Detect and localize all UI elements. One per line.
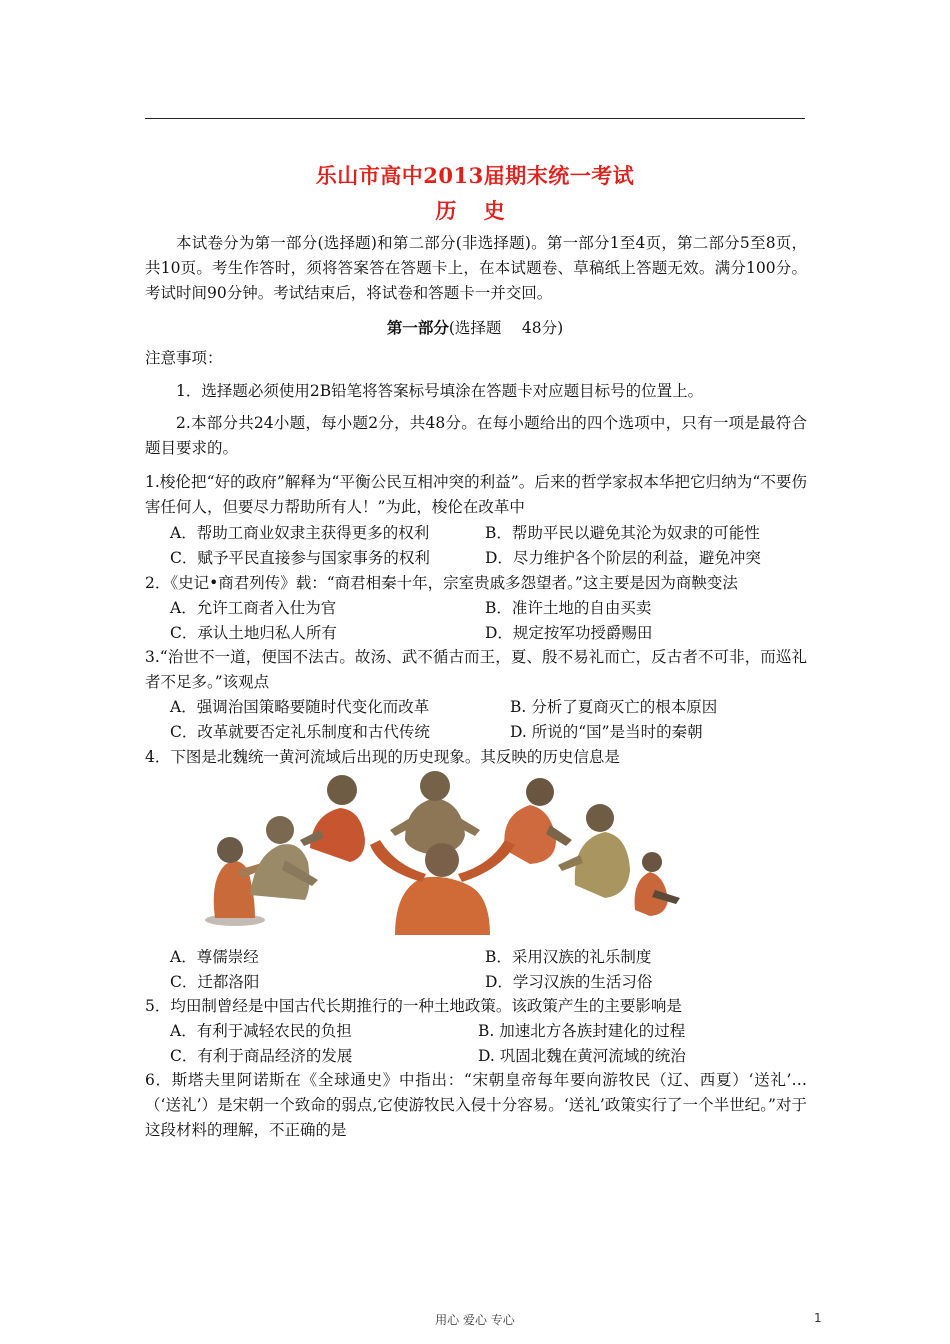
- subject-title: 历 史: [435, 198, 515, 223]
- q2-option-c: C．承认土地归私人所有: [170, 624, 337, 642]
- figurine-sixth: [558, 804, 630, 898]
- q1-option-b: B．帮助平民以避免其沦为奴隶的可能性: [485, 524, 760, 542]
- section-heading: [0, 316, 950, 338]
- question-4-stem: 4．下图是北魏统一黄河流域后出现的历史现象。其反映的历史信息是: [145, 748, 620, 766]
- notice-item-2: 2.本部分共24小题，每小题2分，共48分。在每小题给出的四个选项中，只有一项是最符合题目要求的。: [145, 414, 807, 457]
- q2-option-d: D．规定按军功授爵赐田: [485, 624, 653, 642]
- figurine-third: [300, 775, 365, 862]
- question-6-stem: 6．斯塔夫里阿诺斯在《全球通史》中指出：“宋朝皇帝每年要向游牧民（辽、西夏）‘送礼’…（‘送礼’）是宋朝一个致命的弱点,它使游牧民入侵十分容易。‘送礼’政策实行了一个半世纪。”对于这段材料的理解，不正确的是: [145, 1071, 807, 1139]
- q3-option-a: A．强调治国策略要随时代变化而改革: [170, 698, 430, 716]
- header-rule: [145, 118, 805, 119]
- q4-option-a: A．尊儒崇经: [170, 948, 259, 966]
- q4-option-d: D．学习汉族的生活习俗: [485, 973, 653, 991]
- intro-paragraph: 本试卷分为第一部分(选择题)和第二部分(非选择题)。第一部分1至4页，第二部分5至8页，共10页。考生作答时，须将答案答在答题卡上，在本试题卷、草稿纸上答题无效。满分100分。考试时间90分钟。考试结束后，将试卷和答题卡一并交回。: [145, 234, 807, 302]
- question-2-stem: 2．《史记•商君列传》载：“商君相秦十年，宗室贵戚多怨望者。”这主要是因为商鞅变法: [145, 574, 738, 592]
- notice-item-1: 1．选择题必须使用2B铅笔将答案标号填涂在答题卡对应题目标号的位置上。: [176, 382, 704, 400]
- northern-wei-figurines-image: [200, 770, 690, 935]
- figurine-center-top: [390, 771, 480, 855]
- q4-option-c: C．迁都洛阳: [170, 973, 260, 991]
- question-3-stem: 3.“治世不一道，便国不法古。故汤、武不循古而王，夏、殷不易礼而亡，反古者不可非，而巡礼者不足多。”该观点: [145, 648, 807, 691]
- q5-option-d: D. 巩固北魏在黄河流域的统治: [478, 1047, 686, 1065]
- q2-option-a: A．允许工商者入仕为官: [170, 599, 337, 617]
- figurine-second: [250, 816, 318, 900]
- q1-option-d: D．尽力维护各个阶层的利益，避免冲突: [485, 549, 761, 567]
- q3-option-b: B. 分析了夏商灭亡的根本原因: [510, 698, 718, 716]
- notice-heading: 注意事项：: [145, 349, 223, 367]
- q2-option-b: B．准许土地的自由买卖: [485, 599, 652, 617]
- figurine-center-front: [370, 840, 515, 935]
- q1-option-c: C．赋予平民直接参与国家事务的权利: [170, 549, 430, 567]
- question-1-stem: 1.梭伦把“好的政府”解释为“平衡公民互相冲突的利益”。后来的哲学家叔本华把它归纳为“不要伤害任何人，但要尽力帮助所有人！”为此，梭伦在改革中: [145, 473, 807, 516]
- figurine-right: [635, 852, 680, 916]
- q3-option-d: D. 所说的“国”是当时的秦朝: [510, 723, 703, 741]
- question-5-stem: 5．均田制曾经是中国古代长期推行的一种土地政策。该政策产生的主要影响是: [145, 997, 682, 1015]
- q5-option-c: C．有利于商品经济的发展: [170, 1047, 353, 1065]
- section-heading-rest: (选择题 48分): [448, 319, 564, 337]
- q1-option-a: A．帮助工商业奴隶主获得更多的权利: [170, 524, 430, 542]
- page-footer: 用心 爱心 专心: [435, 1313, 515, 1327]
- q4-option-b: B．采用汉族的礼乐制度: [485, 948, 652, 966]
- q3-option-c: C．改革就要否定礼乐制度和古代传统: [170, 723, 430, 741]
- q5-option-b: B. 加速北方各族封建化的过程: [478, 1022, 686, 1040]
- figurine-fifth: [504, 778, 572, 864]
- section-heading-bold: 第一部分: [386, 318, 449, 337]
- page-number: 1: [814, 1311, 822, 1325]
- exam-title: 乐山市高中2013届期末统一考试: [315, 163, 635, 188]
- q5-option-a: A．有利于减轻农民的负担: [170, 1022, 352, 1040]
